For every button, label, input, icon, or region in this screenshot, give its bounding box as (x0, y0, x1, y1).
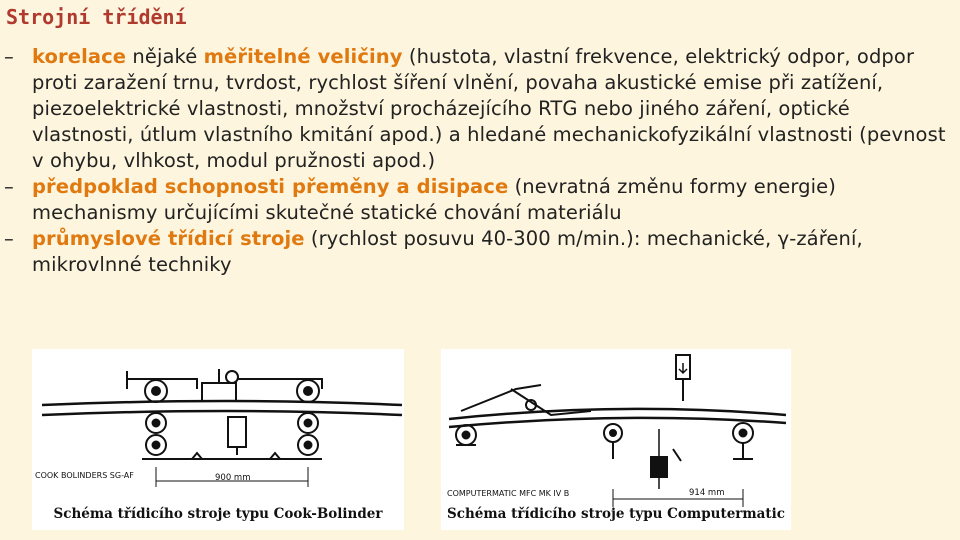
bullet-text (32, 44, 954, 174)
figure-caption: Schéma třídicího stroje typu Cook-Bolinder (53, 506, 383, 522)
dimension-label: 914 mm (689, 488, 725, 498)
dimension-label: 900 mm (215, 473, 251, 483)
highlight-term: předpoklad schopnosti přeměny a disipace (32, 175, 509, 198)
figure-caption: Schéma třídicího stroje typu Computermatic (446, 506, 786, 522)
highlight-term: korelace (32, 45, 127, 68)
computermatic-drawing (441, 349, 791, 530)
bullet-dash: – (4, 45, 14, 68)
body-text: nějaké (126, 45, 204, 68)
bullet-item (4, 44, 954, 174)
body-text: (hustota, vlastní frekvence, elektrický odpor, odpor proti zaražení trnu, tvrdost, rychlost šíření vlnění, povaha akustické emise při zatížení, piezoelektrické vlastnosti, množství procházejícího RTG nebo jiného záření, optické vlastnosti, útlum vlastního kmitání apod.) a hledané mechanickofyzikální vlastnosti (pevnost v ohybu, vlhkost, modul pružnosti apod.) (32, 45, 946, 172)
computermatic-diagram (441, 349, 791, 530)
body-text: (rychlost posuvu 40-300 m/min.): mechanické, γ-záření, mikrovlnné techniky (32, 227, 863, 276)
highlight-term: měřitelné veličiny (203, 45, 403, 68)
cook-bolinder-drawing (32, 349, 404, 530)
machine-label: COOK BOLINDERS SG-AF (35, 471, 134, 480)
slide-title: Strojní třídění (6, 5, 187, 29)
bullet-dash: – (4, 175, 14, 198)
bullet-text (32, 226, 954, 278)
bullet-text (32, 174, 954, 226)
body-text: (nevratná změnu formy energie) mechanismy určujícími skutečné statické chování materiálu (32, 175, 836, 224)
bullet-list (4, 44, 954, 278)
bullet-item (4, 226, 954, 278)
machine-label: COMPUTERMATIC MFC MK IV B (447, 489, 570, 498)
highlight-term: průmyslové třídicí stroje (32, 227, 305, 250)
cook-bolinder-diagram (32, 349, 404, 530)
bullet-dash: – (4, 227, 14, 250)
bullet-item (4, 174, 954, 226)
